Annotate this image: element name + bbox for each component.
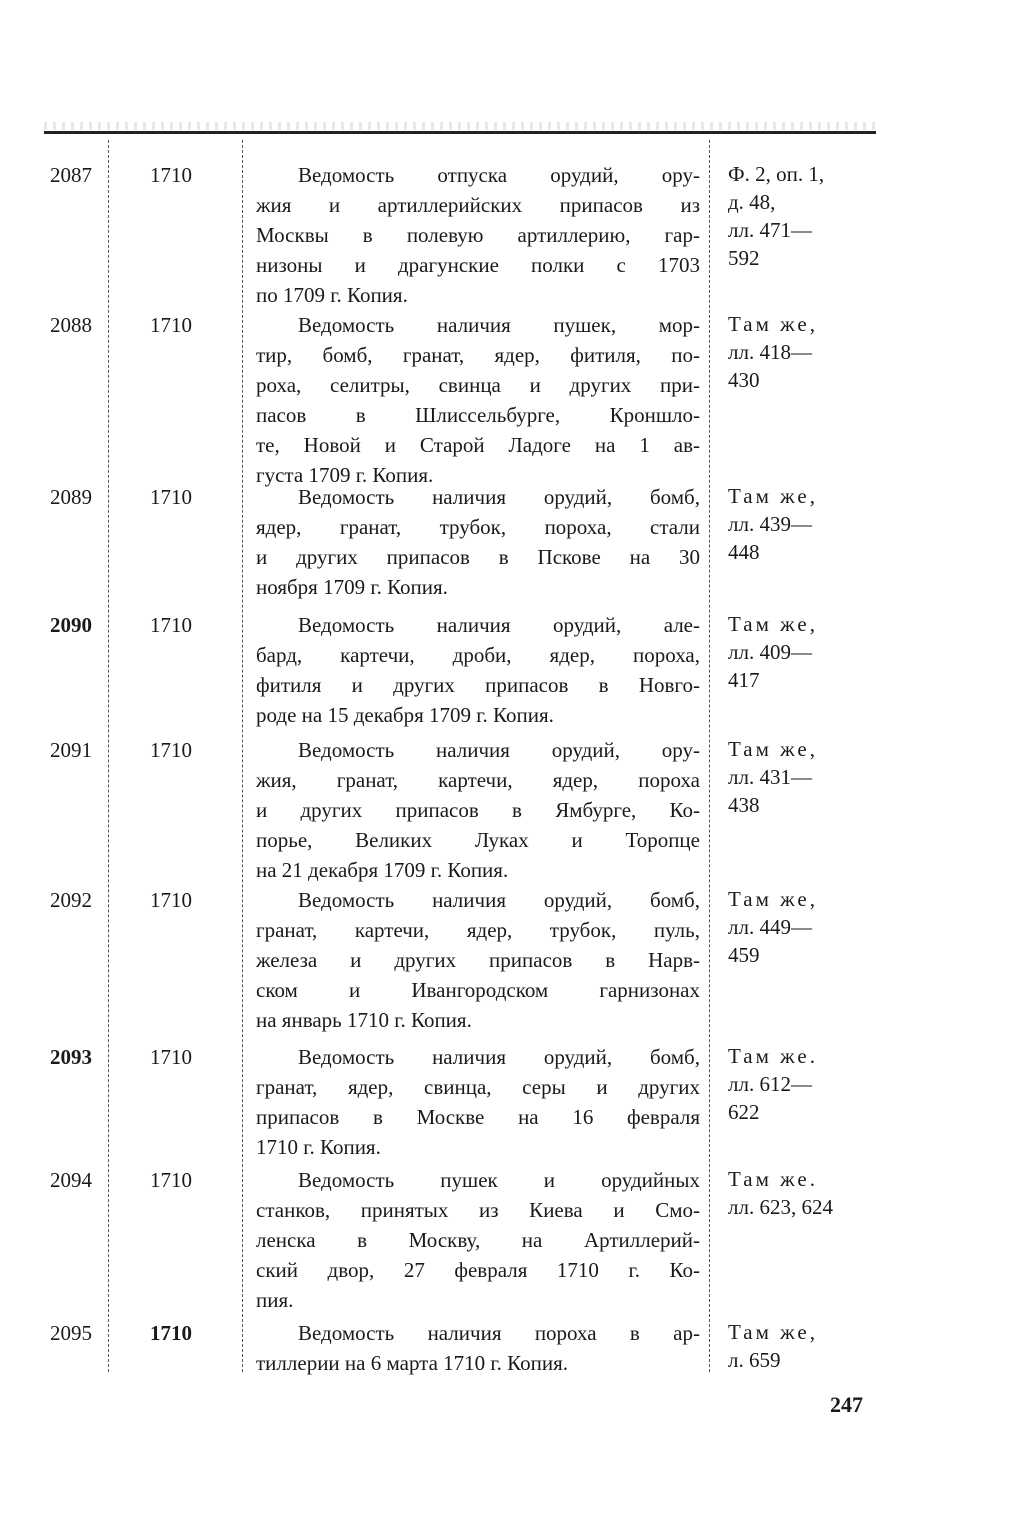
description-line: на 21 декабря 1709 г. Копия. xyxy=(256,858,509,882)
column-divider-year xyxy=(242,140,243,1372)
reference-line: Там же. xyxy=(728,1044,818,1068)
description-line: гранат, ядер, свинца, серы и других xyxy=(256,1075,700,1099)
description-line: жия, гранат, картечи, ядер, пороха xyxy=(256,768,700,792)
description-line: Ведомость наличия орудий, бомб, xyxy=(298,1045,700,1069)
description-line: тиллерии на 6 марта 1710 г. Копия. xyxy=(256,1351,569,1375)
table-top-rule xyxy=(44,131,876,134)
entry-year: 1710 xyxy=(150,888,192,912)
reference-line: 438 xyxy=(728,793,760,817)
description-line: низоны и драгунские полки с 1703 xyxy=(256,253,700,277)
entry-description xyxy=(256,885,700,1035)
archive-reference xyxy=(728,1042,878,1126)
description-line: и других припасов в Ямбурге, Ко- xyxy=(256,798,700,822)
reference-line: лл. 471— xyxy=(728,218,812,242)
description-line: порье, Великих Луках и Торопце xyxy=(256,828,700,852)
reference-line: лл. 418— xyxy=(728,340,812,364)
description-line: ядер, гранат, трубок, пороха, стали xyxy=(256,515,700,539)
archive-reference xyxy=(728,310,878,394)
description-line: по 1709 г. Копия. xyxy=(256,283,408,307)
description-line: припасов в Москве на 16 февраля xyxy=(256,1105,700,1129)
description-line: густа 1709 г. Копия. xyxy=(256,463,434,487)
description-line: Ведомость наличия орудий, але- xyxy=(298,613,700,637)
reference-line: лл. 439— xyxy=(728,512,812,536)
entry-description xyxy=(256,310,700,490)
entry-year: 1710 xyxy=(150,313,192,337)
entry-year: 1710 xyxy=(150,163,192,187)
reference-line: лл. 612— xyxy=(728,1072,812,1096)
entry-description xyxy=(256,610,700,730)
archive-reference xyxy=(728,735,878,819)
description-line: жия и артиллерийских припасов из xyxy=(256,193,700,217)
description-line: ском и Ивангородском гарнизонах xyxy=(256,978,700,1002)
entry-year: 1710 xyxy=(150,738,192,762)
description-line: роха, селитры, свинца и других при- xyxy=(256,373,700,397)
reference-line: 417 xyxy=(728,668,760,692)
description-line: станков, принятых из Киева и Смо- xyxy=(256,1198,700,1222)
reference-line: Там же, xyxy=(728,737,818,761)
archive-reference xyxy=(728,160,878,272)
reference-line: Там же, xyxy=(728,887,818,911)
reference-line: 459 xyxy=(728,943,760,967)
entry-year: 1710 xyxy=(150,1168,192,1192)
description-line: ский двор, 27 февраля 1710 г. Ко- xyxy=(256,1258,700,1282)
reference-line: лл. 409— xyxy=(728,640,812,664)
description-line: тир, бомб, гранат, ядер, фитиля, по- xyxy=(256,343,700,367)
description-line: бард, картечи, дроби, ядер, пороха, xyxy=(256,643,700,667)
reference-line: лл. 431— xyxy=(728,765,812,789)
entry-number: 2091 xyxy=(50,738,92,762)
description-line: Ведомость наличия орудий, бомб, xyxy=(298,485,700,509)
description-line: пасов в Шлиссельбурге, Кроншло- xyxy=(256,403,700,427)
entry-year: 1710 xyxy=(150,1321,192,1345)
entry-year: 1710 xyxy=(150,613,192,637)
description-line: фитиля и других припасов в Новго- xyxy=(256,673,700,697)
description-line: гранат, картечи, ядер, трубок, пуль, xyxy=(256,918,700,942)
entry-number: 2095 xyxy=(50,1321,92,1345)
reference-line: 592 xyxy=(728,246,760,270)
description-line: Москвы в полевую артиллерию, гар- xyxy=(256,223,700,247)
description-line: Ведомость отпуска орудий, ору- xyxy=(298,163,700,187)
entry-number: 2088 xyxy=(50,313,92,337)
column-divider-description xyxy=(709,140,710,1372)
reference-line: 622 xyxy=(728,1100,760,1124)
entry-year: 1710 xyxy=(150,485,192,509)
archive-reference xyxy=(728,610,878,694)
description-line: ноября 1709 г. Копия. xyxy=(256,575,448,599)
column-divider-number xyxy=(108,140,109,1372)
description-line: те, Новой и Старой Ладоге на 1 ав- xyxy=(256,433,700,457)
entry-number: 2093 xyxy=(50,1045,92,1069)
reference-line: Там же. xyxy=(728,1167,818,1191)
entry-year: 1710 xyxy=(150,1045,192,1069)
reference-line: лл. 623, 624 xyxy=(728,1195,833,1219)
description-line: Ведомость наличия пушек, мор- xyxy=(298,313,700,337)
reference-line: Там же, xyxy=(728,312,818,336)
description-line: Ведомость пушек и орудийных xyxy=(298,1168,700,1192)
description-line: Ведомость наличия пороха в ар- xyxy=(298,1321,700,1345)
page-number: 247 xyxy=(830,1392,863,1417)
reference-line: д. 48, xyxy=(728,190,776,214)
entry-number: 2094 xyxy=(50,1168,92,1192)
description-line: железа и других припасов в Нарв- xyxy=(256,948,700,972)
entry-description xyxy=(256,482,700,602)
reference-line: Там же, xyxy=(728,612,818,636)
reference-line: Ф. 2, оп. 1, xyxy=(728,162,825,186)
description-line: и других припасов в Пскове на 30 xyxy=(256,545,700,569)
entry-number: 2087 xyxy=(50,163,92,187)
reference-line: 430 xyxy=(728,368,760,392)
entry-description xyxy=(256,1318,700,1378)
entry-number: 2089 xyxy=(50,485,92,509)
description-line: на январь 1710 г. Копия. xyxy=(256,1008,472,1032)
archive-reference xyxy=(728,1165,878,1221)
reference-line: 448 xyxy=(728,540,760,564)
description-line: пия. xyxy=(256,1288,294,1312)
archive-reference xyxy=(728,885,878,969)
entry-number: 2090 xyxy=(50,613,92,637)
entry-description xyxy=(256,1042,700,1162)
entry-description xyxy=(256,735,700,885)
top-rule-noise xyxy=(44,122,876,130)
reference-line: лл. 449— xyxy=(728,915,812,939)
description-line: роде на 15 декабря 1709 г. Копия. xyxy=(256,703,554,727)
reference-line: Там же, xyxy=(728,484,818,508)
entry-description xyxy=(256,160,700,310)
description-line: Ведомость наличия орудий, ору- xyxy=(298,738,700,762)
entry-description xyxy=(256,1165,700,1315)
reference-line: Там же, xyxy=(728,1320,818,1344)
reference-line: л. 659 xyxy=(728,1348,781,1372)
archive-reference xyxy=(728,1318,878,1374)
archive-reference xyxy=(728,482,878,566)
description-line: 1710 г. Копия. xyxy=(256,1135,381,1159)
description-line: ленска в Москву, на Артиллерий- xyxy=(256,1228,700,1252)
description-line: Ведомость наличия орудий, бомб, xyxy=(298,888,700,912)
entry-number: 2092 xyxy=(50,888,92,912)
